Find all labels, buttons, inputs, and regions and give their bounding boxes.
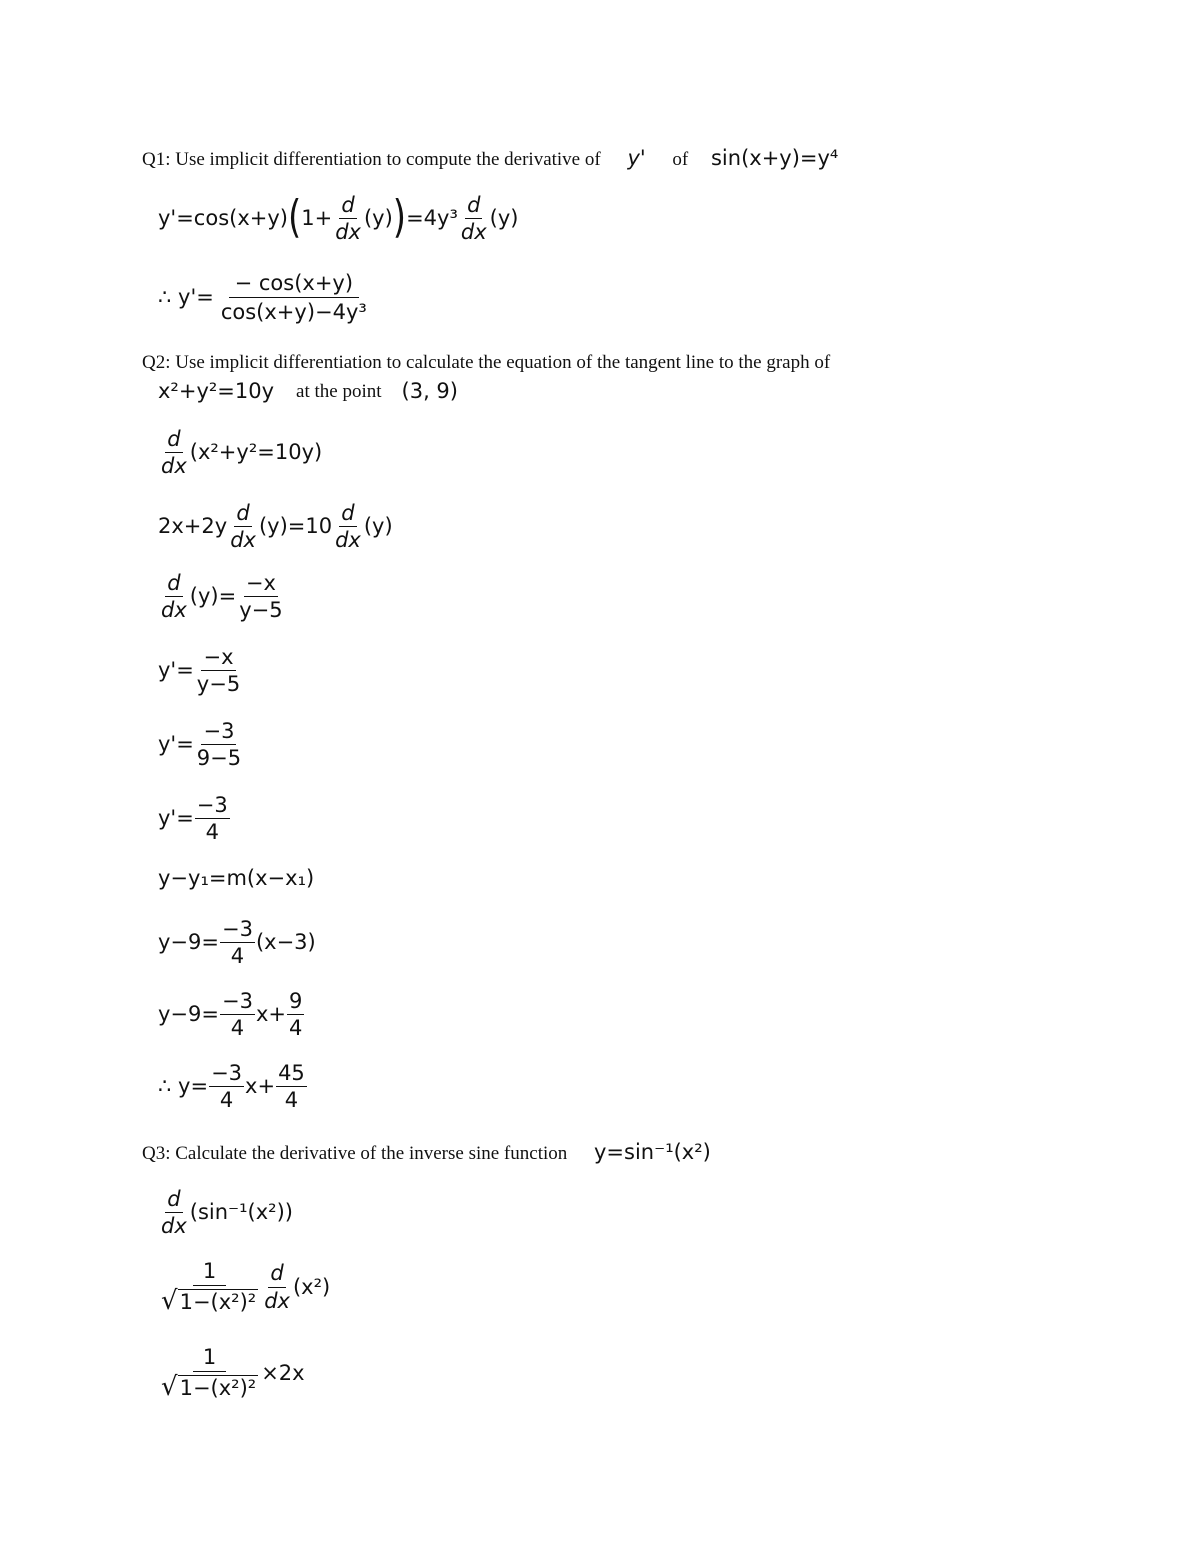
q1-therefore: ∴ y'= xyxy=(158,285,214,310)
numerator: −x xyxy=(244,572,278,597)
fraction xyxy=(195,720,243,769)
d-numerator: d xyxy=(165,1188,182,1213)
radicand: 1−(x²)² xyxy=(179,1375,257,1400)
q2-yprime-general xyxy=(158,646,243,695)
q1-step1-inner-b: (y) xyxy=(363,206,393,231)
q1-result-denominator: cos(x+y)−4y³ xyxy=(220,300,367,325)
d-dx-fraction xyxy=(333,194,363,243)
q2-curve: x²+y²=10y xyxy=(158,379,275,403)
q3-step1-expr: (sin⁻¹(x²)) xyxy=(189,1200,293,1225)
d-numerator: d xyxy=(339,502,356,527)
d-numerator: d xyxy=(165,572,182,597)
numerator: −3 xyxy=(220,990,255,1015)
final-left: ∴ y= xyxy=(158,1074,209,1099)
q1-var: y' xyxy=(627,146,646,170)
d-dx-fraction xyxy=(159,428,189,477)
dx-denominator: dx xyxy=(161,454,187,479)
fraction xyxy=(159,1345,260,1403)
fraction xyxy=(220,990,255,1039)
q2-prompt: Q2: Use implicit differentiation to calculate the equation of the tangent line to the graph of xyxy=(142,352,831,373)
denominator: y−5 xyxy=(196,672,241,697)
q1-step1-inner-a: 1+ xyxy=(301,206,333,231)
numerator: 45 xyxy=(276,1062,307,1087)
q3-step2-tail: (x²) xyxy=(292,1274,331,1299)
q2-step-chain-a: 2x+2y xyxy=(158,514,228,539)
d-numerator: d xyxy=(465,194,482,219)
q1-step1 xyxy=(158,194,518,243)
sqrt xyxy=(159,1286,260,1317)
q2-step-chain xyxy=(158,502,393,551)
q1-prompt-line xyxy=(142,146,838,171)
q3-step3-tail: ×2x xyxy=(261,1360,305,1385)
q2-point: (3, 9) xyxy=(401,379,458,403)
dx-denominator: dx xyxy=(161,1214,187,1239)
denominator: 4 xyxy=(284,1088,299,1113)
yprime-eq: y'= xyxy=(158,658,194,683)
q2-yprime-substituted xyxy=(158,720,244,769)
final-mid: x+ xyxy=(245,1074,276,1099)
q1-step1-right-a: =4y³ xyxy=(406,206,458,231)
q2-step-solve-left: (y)= xyxy=(189,584,237,609)
d-dx-fraction xyxy=(459,194,489,243)
denominator: 4 xyxy=(205,820,219,845)
q3-prompt-line xyxy=(142,1140,711,1165)
radical-sign: √ xyxy=(161,1286,178,1317)
q2-step-solve xyxy=(158,572,286,621)
numerator: −3 xyxy=(209,1062,244,1087)
d-numerator: d xyxy=(234,502,251,527)
numerator: −x xyxy=(201,646,235,671)
d-numerator: d xyxy=(339,194,356,219)
d-dx-fraction xyxy=(333,502,363,551)
q2-step-diff-expr: (x²+y²=10y) xyxy=(189,440,323,465)
radical-sign: √ xyxy=(161,1372,178,1403)
dx-denominator: dx xyxy=(264,1288,290,1313)
q1-prompt: Q1: Use implicit differentiation to compute the derivative of xyxy=(142,149,601,170)
q2-at-point-label: at the point xyxy=(296,381,382,402)
dx-denominator: dx xyxy=(335,528,361,553)
q3-step1 xyxy=(158,1188,293,1237)
q2-final xyxy=(158,1062,308,1111)
denominator: 4 xyxy=(230,944,245,969)
q1-of: of xyxy=(672,149,689,170)
d-dx-fraction xyxy=(159,1188,189,1237)
dx-denominator: dx xyxy=(161,598,187,623)
dx-denominator: dx xyxy=(460,220,487,245)
fraction xyxy=(276,1062,307,1111)
denominator: 4 xyxy=(288,1016,303,1041)
numerator: 9 xyxy=(287,990,304,1015)
q1-step1-right-b: (y) xyxy=(489,206,519,231)
sub-right: (x−3) xyxy=(255,930,316,955)
fraction xyxy=(159,1259,260,1317)
d-dx-fraction xyxy=(159,572,189,621)
denominator: 4 xyxy=(219,1088,234,1113)
fraction xyxy=(220,918,255,967)
q1-result-numerator: − cos(x+y) xyxy=(229,272,359,298)
open-paren: ( xyxy=(287,192,302,245)
denominator: 9−5 xyxy=(196,746,242,771)
fraction xyxy=(287,990,304,1039)
sub-left: y−9= xyxy=(158,930,219,955)
denominator: 4 xyxy=(230,1016,245,1041)
denominator: y−5 xyxy=(239,598,283,623)
sub-left: y−9= xyxy=(158,1002,219,1027)
q3-prompt: Q3: Calculate the derivative of the inverse sine function xyxy=(142,1143,568,1164)
q1-result xyxy=(158,272,374,323)
radicand: 1−(x²)² xyxy=(179,1289,257,1314)
q3-step2 xyxy=(158,1259,331,1317)
numerator: 1 xyxy=(193,1260,226,1286)
numerator: −3 xyxy=(220,918,255,943)
fraction xyxy=(195,794,230,843)
d-numerator: d xyxy=(268,1262,285,1287)
fraction xyxy=(195,646,242,695)
q1-step1-left: y'=cos(x+y) xyxy=(158,206,288,231)
numerator: 1 xyxy=(193,1346,226,1372)
q2-point-slope: y−y₁=m(x−x₁) xyxy=(158,866,315,890)
fraction xyxy=(209,1062,244,1111)
numerator: −3 xyxy=(195,794,230,819)
numerator: −3 xyxy=(201,720,236,745)
q2-distribute xyxy=(158,990,305,1039)
dx-denominator: dx xyxy=(335,220,361,245)
q1-result-fraction xyxy=(215,272,373,323)
q3-step3 xyxy=(158,1345,305,1403)
q2-curve-line xyxy=(158,381,458,402)
q2-step-diff xyxy=(158,428,322,477)
q1-equation: sin(x+y)=y⁴ xyxy=(710,146,839,170)
d-numerator: d xyxy=(165,428,182,453)
dx-denominator: dx xyxy=(230,528,256,553)
yprime-eq: y'= xyxy=(158,806,194,831)
dist-mid: x+ xyxy=(255,1002,286,1027)
q2-substitution xyxy=(158,918,316,967)
q2-step-chain-b: (y)=10 xyxy=(258,514,333,539)
yprime-eq: y'= xyxy=(158,732,194,757)
fraction xyxy=(237,572,284,621)
d-dx-fraction xyxy=(262,1262,292,1311)
q2-yprime-value xyxy=(158,794,231,843)
q3-func: y=sin⁻¹(x²) xyxy=(594,1140,711,1164)
close-paren: ) xyxy=(392,192,407,245)
d-dx-fraction xyxy=(228,502,258,551)
sqrt xyxy=(159,1372,260,1403)
q2-step-chain-c: (y) xyxy=(363,514,393,539)
